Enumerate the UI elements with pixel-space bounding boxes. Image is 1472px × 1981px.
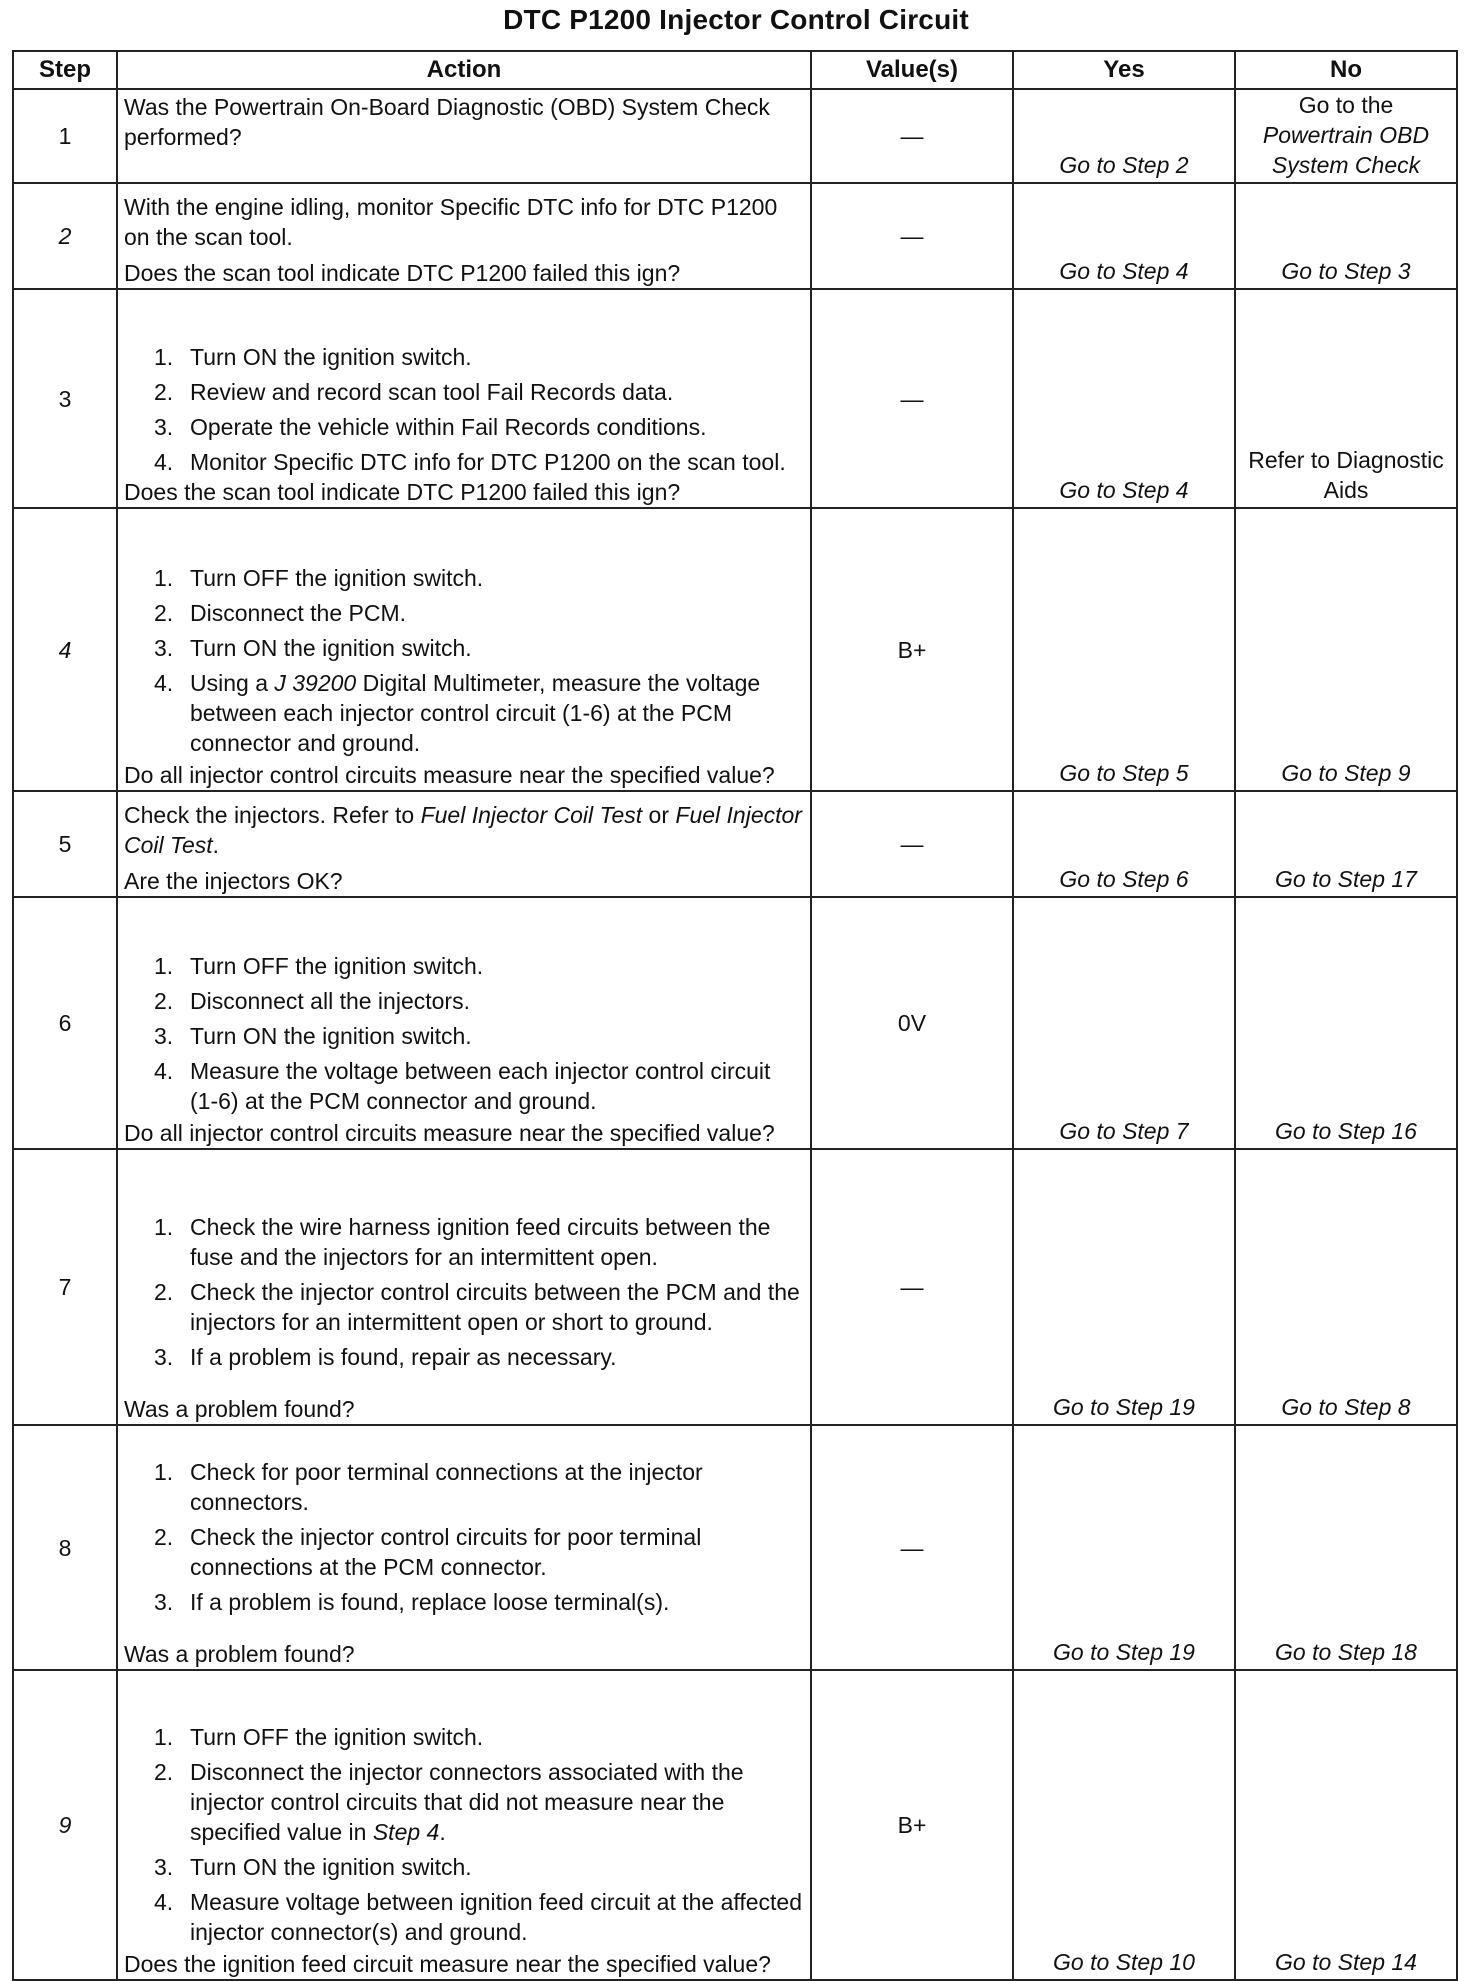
- action-step: 1. Turn OFF the ignition switch.: [154, 1724, 484, 1750]
- action-step: 4. Measure voltage between ignition feed circuit at the affected injector connector(s) and ground.: [154, 1889, 803, 1945]
- action-step: 2. Check the injector control circuits between the PCM and the injectors for an intermittent open or short to ground.: [154, 1279, 800, 1335]
- action-steps: [124, 1212, 804, 1372]
- action-cell: [117, 1670, 811, 1980]
- action-question: Do all injector control circuits measure near the specified value?: [124, 1120, 775, 1146]
- action-step: 2. Check the injector control circuits for poor terminal connections at the PCM connector.: [154, 1524, 702, 1580]
- action-steps: [124, 1457, 804, 1617]
- action-question: Does the scan tool indicate DTC P1200 failed this ign?: [124, 479, 681, 505]
- no-cell: [1235, 89, 1457, 183]
- action-step: 1. Turn ON the ignition switch.: [154, 344, 472, 370]
- action-steps: [124, 951, 804, 1116]
- action-step: 1. Turn OFF the ignition switch.: [154, 953, 484, 979]
- action-step: 2. Disconnect all the injectors.: [154, 988, 470, 1014]
- table-row: [13, 508, 1457, 791]
- action-step: 2. Disconnect the PCM.: [154, 600, 407, 626]
- action-cell: [117, 183, 811, 289]
- action-step: 3. Turn ON the ignition switch.: [154, 635, 472, 661]
- table-row: [13, 897, 1457, 1149]
- action-question: Do all injector control circuits measure near the specified value?: [124, 762, 775, 788]
- yes-cell: Go to Step 2: [1013, 89, 1235, 183]
- action-step: 3. Turn ON the ignition switch.: [154, 1023, 472, 1049]
- no-cell: Go to Step 16: [1235, 897, 1457, 1149]
- yes-cell: Go to Step 4: [1013, 183, 1235, 289]
- yes-cell: Go to Step 5: [1013, 508, 1235, 791]
- no-cell: Refer to Diagnostic Aids: [1235, 289, 1457, 508]
- action-intro: Check the injectors. Refer to Fuel Injector Coil Test or Fuel Injector Coil Test.: [124, 802, 802, 858]
- action-question: Was the Powertrain On-Board Diagnostic (OBD) System Check performed?: [124, 94, 770, 150]
- no-cell: Go to Step 18: [1235, 1425, 1457, 1670]
- yes-cell: Go to Step 4: [1013, 289, 1235, 508]
- action-cell: [117, 791, 811, 897]
- value-cell: —: [811, 289, 1013, 508]
- value-cell: B+: [811, 508, 1013, 791]
- action-cell: [117, 897, 811, 1149]
- yes-cell: Go to Step 7: [1013, 897, 1235, 1149]
- table-row: [13, 1425, 1457, 1670]
- no-cell: Go to Step 9: [1235, 508, 1457, 791]
- no-text: Go to the: [1298, 92, 1394, 118]
- header-yes: Yes: [1013, 51, 1235, 89]
- action-step: 2. Disconnect the injector connectors associated with the injector control circuits that did not measure near the specified value in Step 4.: [154, 1759, 744, 1845]
- action-step: 3. If a problem is found, repair as necessary.: [154, 1344, 617, 1370]
- value-cell: B+: [811, 1670, 1013, 1980]
- table-row: [13, 1670, 1457, 1980]
- table-row: [13, 183, 1457, 289]
- step-number: 5: [13, 791, 117, 897]
- no-link: Powertrain OBD System Check: [1262, 122, 1430, 178]
- action-step: 1. Check the wire harness ignition feed circuits between the fuse and the injectors for an intermittent open.: [154, 1214, 771, 1270]
- action-cell: [117, 289, 811, 508]
- table-row: [13, 89, 1457, 183]
- header-step: Step: [13, 51, 117, 89]
- step-number: 1: [13, 89, 117, 183]
- step-number: 9: [13, 1670, 117, 1980]
- page-title: DTC P1200 Injector Control Circuit: [503, 4, 969, 35]
- step-number: 2: [13, 183, 117, 289]
- action-question: Does the scan tool indicate DTC P1200 failed this ign?: [124, 260, 681, 286]
- value-cell: —: [811, 1149, 1013, 1425]
- action-step: 2. Review and record scan tool Fail Records data.: [154, 379, 674, 405]
- value-cell: —: [811, 791, 1013, 897]
- value-cell: 0V: [811, 897, 1013, 1149]
- step-number: 6: [13, 897, 117, 1149]
- step-number: 7: [13, 1149, 117, 1425]
- no-cell: Go to Step 3: [1235, 183, 1457, 289]
- action-question: Does the ignition feed circuit measure near the specified value?: [124, 1951, 771, 1977]
- action-cell: [117, 1425, 811, 1670]
- header-action: Action: [117, 51, 811, 89]
- table-row: [13, 1149, 1457, 1425]
- action-step: 3. Turn ON the ignition switch.: [154, 1854, 472, 1880]
- action-question: Are the injectors OK?: [124, 868, 343, 894]
- table-row: [13, 289, 1457, 508]
- action-cell: [117, 1149, 811, 1425]
- header-values: Value(s): [811, 51, 1013, 89]
- action-step: 1. Turn OFF the ignition switch.: [154, 565, 484, 591]
- yes-cell: Go to Step 6: [1013, 791, 1235, 897]
- no-cell: Go to Step 14: [1235, 1670, 1457, 1980]
- action-steps: [124, 563, 804, 758]
- action-step: 3. Operate the vehicle within Fail Records conditions.: [154, 414, 707, 440]
- diagnostic-table: [12, 50, 1458, 1981]
- action-step: 3. If a problem is found, replace loose terminal(s).: [154, 1589, 670, 1615]
- step-number: 8: [13, 1425, 117, 1670]
- value-cell: —: [811, 183, 1013, 289]
- action-steps: [124, 342, 804, 477]
- step-number: 3: [13, 289, 117, 508]
- action-step: 1. Check for poor terminal connections at the injector connectors.: [154, 1459, 703, 1515]
- action-cell: [117, 89, 811, 183]
- action-step: 4. Monitor Specific DTC info for DTC P1200 on the scan tool.: [154, 449, 786, 475]
- action-question: Was a problem found?: [124, 1396, 355, 1422]
- table-row: [13, 791, 1457, 897]
- yes-cell: Go to Step 10: [1013, 1670, 1235, 1980]
- yes-cell: Go to Step 19: [1013, 1149, 1235, 1425]
- action-step: 4. Measure the voltage between each injector control circuit (1-6) at the PCM connector and ground.: [154, 1058, 771, 1114]
- no-cell: Go to Step 8: [1235, 1149, 1457, 1425]
- action-cell: [117, 508, 811, 791]
- action-question: Was a problem found?: [124, 1641, 355, 1667]
- header-no: No: [1235, 51, 1457, 89]
- value-cell: —: [811, 1425, 1013, 1670]
- header-row: [13, 51, 1457, 89]
- value-cell: —: [811, 89, 1013, 183]
- action-steps: [124, 1722, 804, 1947]
- yes-cell: Go to Step 19: [1013, 1425, 1235, 1670]
- no-cell: Go to Step 17: [1235, 791, 1457, 897]
- action-step: 4. Using a J 39200 Digital Multimeter, measure the voltage between each injector control circuit (1-6) at the PCM connector and ground.: [154, 670, 761, 756]
- step-number: 4: [13, 508, 117, 791]
- action-intro: With the engine idling, monitor Specific DTC info for DTC P1200 on the scan tool.: [124, 194, 778, 250]
